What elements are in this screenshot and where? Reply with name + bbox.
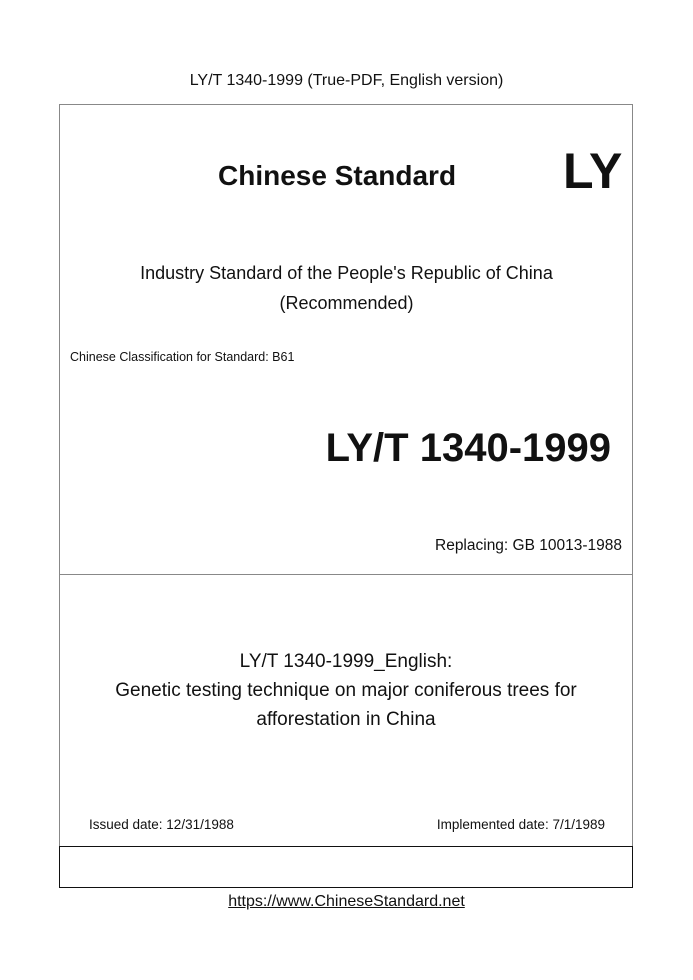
industry-mark: LY (563, 143, 623, 199)
industry-line-2: (Recommended) (279, 293, 414, 313)
english-title-line-1: LY/T 1340-1999_English: (239, 651, 453, 672)
implemented-date: Implemented date: 7/1/1989 (436, 817, 605, 832)
footer (0, 893, 693, 911)
issued-date: Issued date: 12/31/1988 (89, 817, 234, 832)
replacing-note: Replacing: GB 10013-1988 (435, 537, 622, 554)
website-link[interactable]: https://www.ChineseStandard.net (228, 893, 465, 910)
classification-code: Chinese Classification for Standard: B61 (70, 350, 295, 364)
standard-number: LY/T 1340-1999 (325, 426, 611, 470)
english-title-line-2: Genetic testing technique on major coniferous trees for (115, 680, 577, 701)
cover-bottom-frame (59, 846, 633, 888)
industry-line-1: Industry Standard of the People's Republic of China (140, 263, 553, 283)
document-header: LY/T 1340-1999 (True-PDF, English version) (189, 72, 504, 89)
industry-standard-caption (0, 258, 693, 318)
english-title-line-3: afforestation in China (256, 709, 436, 730)
english-title (59, 647, 633, 734)
publisher-title: Chinese Standard (218, 160, 457, 191)
